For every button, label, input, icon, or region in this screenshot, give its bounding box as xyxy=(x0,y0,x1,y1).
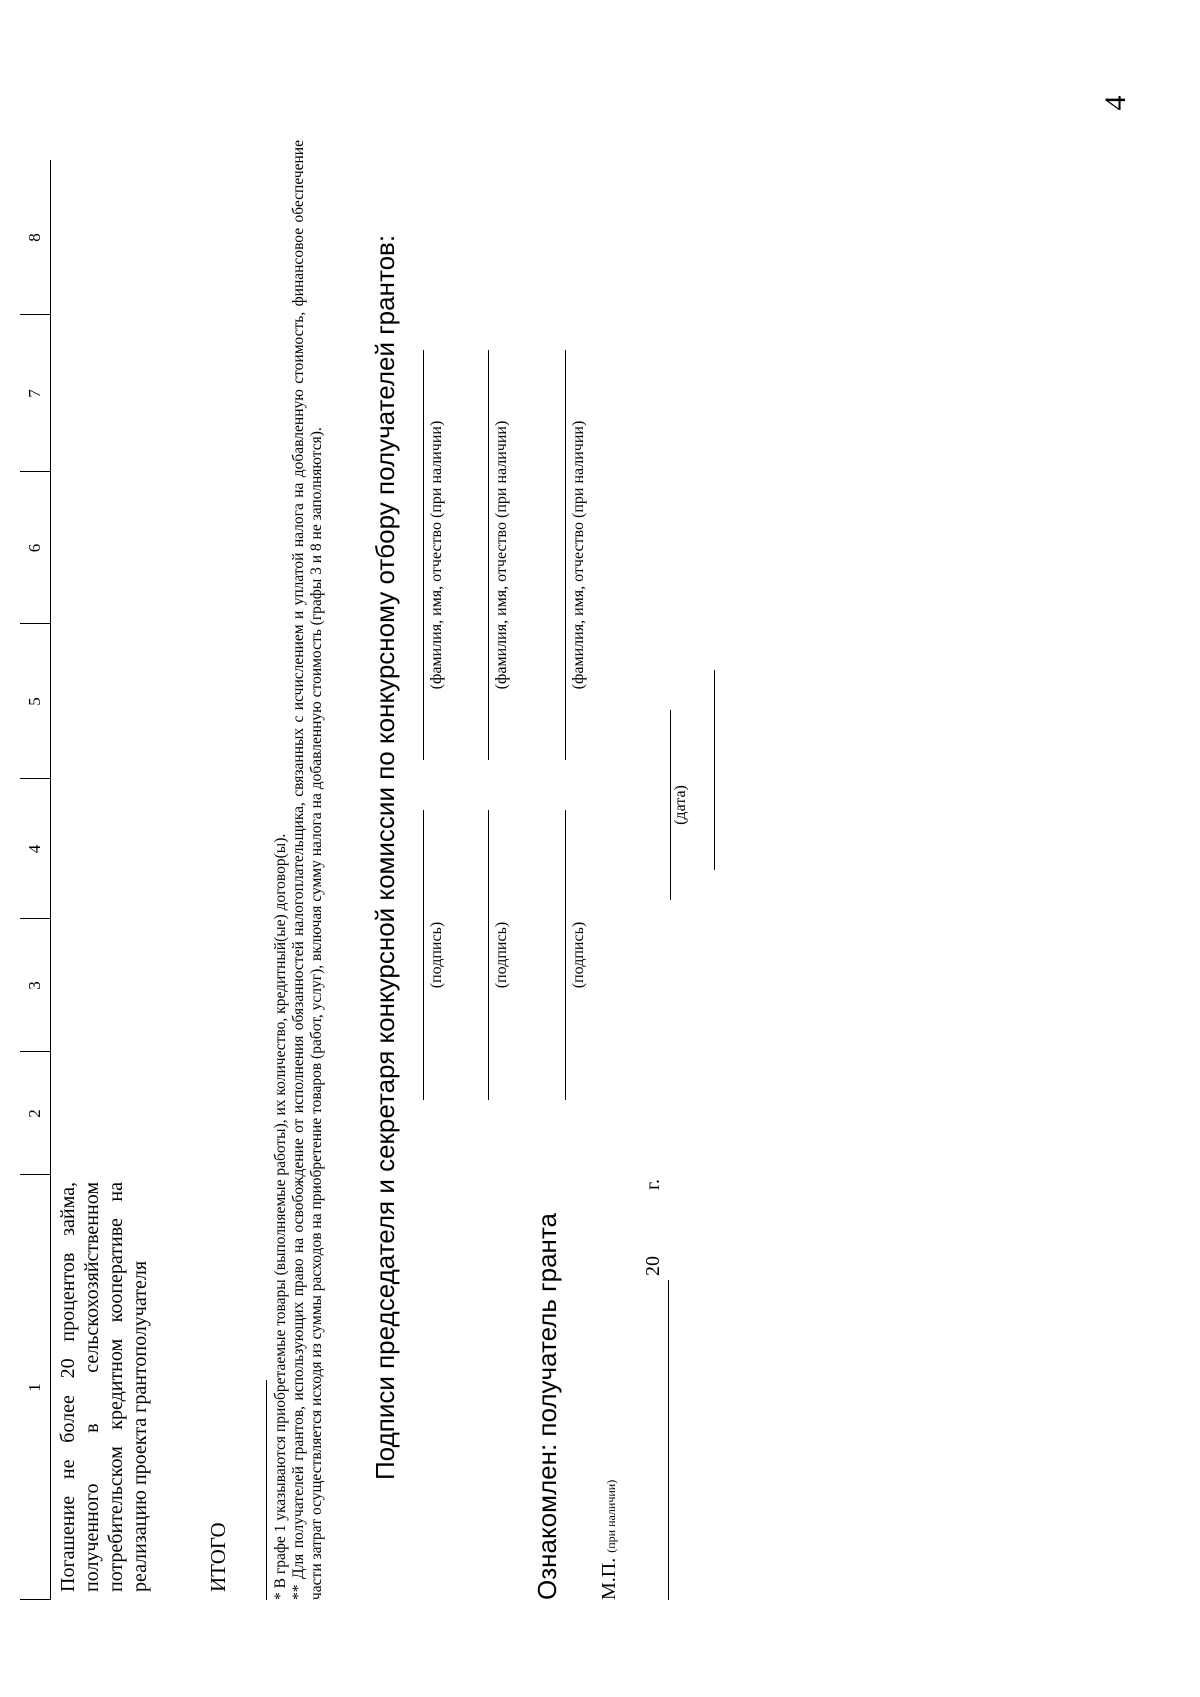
date-year-suffix: г. xyxy=(642,1179,664,1190)
date-year-prefix: 20 xyxy=(642,1256,664,1276)
commission-signature-line-2 xyxy=(488,810,489,1100)
recipient-name-caption: (фамилия, имя, отчество (при наличии) xyxy=(570,420,587,690)
acknowledged-label: Ознакомлен: получатель гранта xyxy=(532,1213,562,1600)
commission-signature-caption-2: (подпись) xyxy=(493,921,510,989)
table-header-row xyxy=(20,160,51,1600)
commission-signature-line-1 xyxy=(423,810,424,1100)
column-header-3: 3 xyxy=(25,981,44,990)
date-line-right xyxy=(670,710,671,900)
column-header-2: 2 xyxy=(25,1109,44,1118)
date-line-left xyxy=(668,1280,669,1600)
stamp-mp: М.П. xyxy=(598,1557,620,1600)
recipient-signature-caption: (подпись) xyxy=(570,921,587,989)
recipient-signature-line xyxy=(565,810,566,1100)
column-header-1: 1 xyxy=(25,1383,44,1392)
commission-signature-caption-1: (подпись) xyxy=(428,921,445,989)
stamp-note: (при наличии) xyxy=(604,1479,618,1553)
table-row-description: Погашение не более 20 процентов займа, полученного в сельскохозяйственном потребительском кредитном кооперативе на реализацию проекта грантополучателя xyxy=(57,1182,151,1592)
rotated-page-content xyxy=(20,60,1140,1660)
column-header-8: 8 xyxy=(25,233,44,242)
table-total-label: ИТОГО xyxy=(206,1522,230,1592)
footnote-divider xyxy=(266,1380,267,1600)
commission-name-caption-1: (фамилия, имя, отчество (при наличии) xyxy=(428,420,445,690)
commission-name-line-1 xyxy=(423,350,424,760)
stamp-label xyxy=(598,1480,621,1600)
footnote-double-star: ** Для получателей грантов, использующих право на освобождение от исполнения обязанностей налогоплательщика, связанных с исчислением и уплатой налога на добавленную стоимость, финансовое обеспечение части затрат осуществляется исходя из суммы расходов на приобретение товаров (работ, услуг), включая сумму налога на добавленную стоимость (графы 3 и 8 не заполняются). xyxy=(290,140,325,1600)
commission-name-caption-2: (фамилия, имя, отчество (при наличии) xyxy=(493,420,510,690)
column-header-7: 7 xyxy=(25,389,44,398)
column-header-6: 6 xyxy=(25,543,44,553)
column-header-4: 4 xyxy=(25,844,44,854)
recipient-name-line xyxy=(565,350,566,760)
bottom-blank-line xyxy=(714,670,715,870)
footnote-single-star: * В графе 1 указываются приобретаемые товары (выполняемые работы), их количество, кредитный(ые) договор(ы). xyxy=(272,833,289,1600)
column-header-5: 5 xyxy=(25,697,44,706)
date-caption: (дата) xyxy=(672,785,689,825)
page-number: 4 xyxy=(1099,95,1132,111)
commission-name-line-2 xyxy=(488,350,489,760)
commission-signatures-heading: Подписи председателя и секретаря конкурсной комиссии по конкурсному отбору получателей грантов: xyxy=(370,234,400,1480)
